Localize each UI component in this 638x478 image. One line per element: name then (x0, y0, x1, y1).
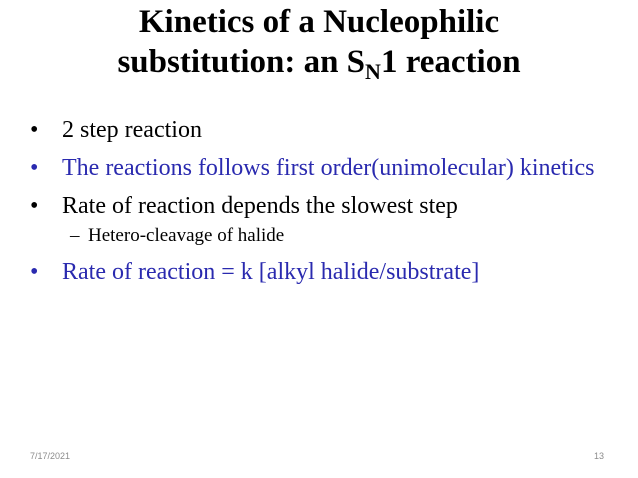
sub-bullet-item (30, 224, 620, 248)
bullet-text: The reactions follows first order(unimolecular) kinetics (62, 155, 595, 181)
bullet-item-3 (30, 192, 620, 221)
bullet-item-1 (30, 116, 620, 145)
bullet-text: Rate of reaction = k [alkyl halide/substrate] (62, 259, 480, 285)
bullet-dot-icon: • (30, 259, 39, 285)
bullet-text: 2 step reaction (62, 117, 202, 143)
bullet-item-2 (30, 154, 620, 183)
bullet-text: Rate of reaction depends the slowest step (62, 193, 458, 219)
bullet-dot-icon: • (30, 193, 39, 219)
sub-bullet-text: Hetero-cleavage of halide (88, 225, 285, 246)
footer-date: 7/17/2021 (30, 451, 71, 461)
page-number: 13 (593, 451, 604, 461)
bullet-item-4 (30, 258, 620, 287)
title-line-2-prefix: substitution: an S (117, 44, 366, 80)
title-line-2-suffix: 1 reaction (380, 44, 521, 80)
title-line-2 (0, 42, 638, 82)
bullet-dot-icon: • (30, 155, 39, 181)
dash-icon: – (70, 225, 80, 246)
bullet-list (30, 116, 620, 296)
bullet-dot-icon: • (30, 117, 39, 143)
title-subscript: N (365, 59, 381, 84)
title-line-1: Kinetics of a Nucleophilic (138, 4, 500, 40)
slide-title (0, 2, 638, 82)
